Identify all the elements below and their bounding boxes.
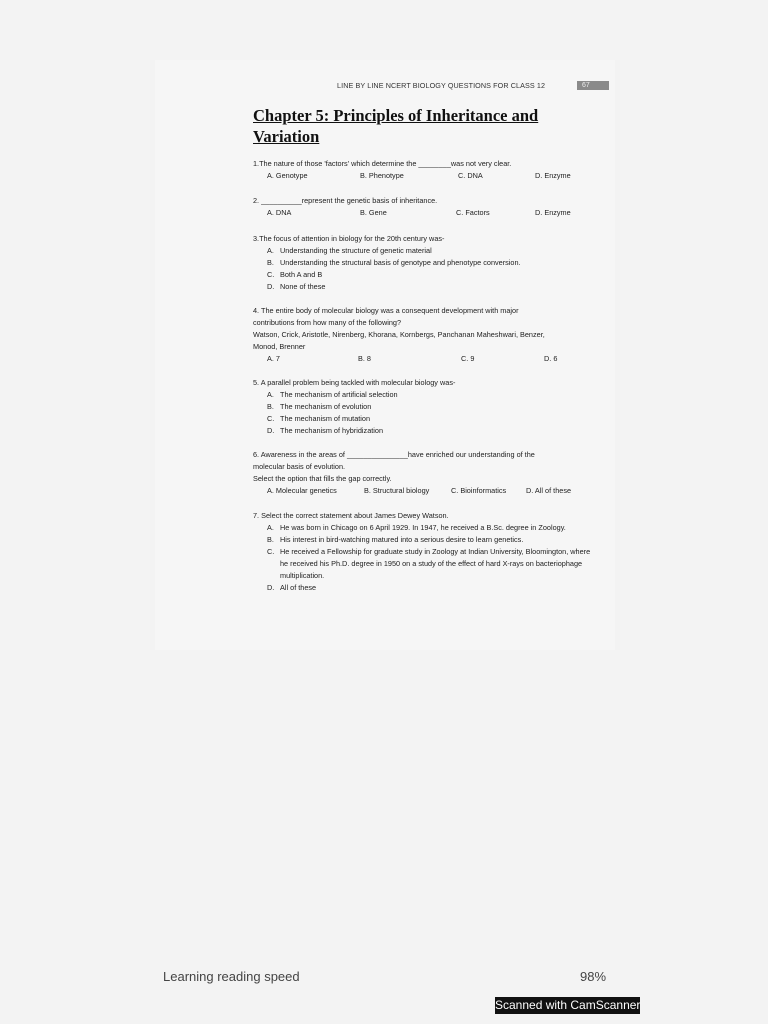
option-c[interactable]: C. 9 [461, 354, 475, 363]
option-b[interactable]: B. 8 [358, 354, 371, 363]
options-list [267, 245, 521, 293]
option-b[interactable]: B. Understanding the structural basis of genotype and phenotype conversion. [267, 258, 521, 267]
question-stem: 7. Select the correct statement about James Dewey Watson. [253, 511, 449, 520]
question-stem-line: Monod, Brenner [253, 342, 306, 351]
chapter-title: Chapter 5: Principles of Inheritance and Variation [253, 106, 539, 146]
question-stem: 5. A parallel problem being tackled with molecular biology was- [253, 378, 456, 387]
option-b[interactable]: B. Structural biology [364, 486, 430, 495]
option-d[interactable]: D. Enzyme [535, 208, 571, 217]
question-stem-line: 4. The entire body of molecular biology was a consequent development with major [253, 306, 519, 315]
question-stem: 1.The nature of those 'factors' which determine the ________was not very clear. [253, 159, 512, 168]
question-stem: 3.The focus of attention in biology for the 20th century was- [253, 234, 445, 243]
option-b[interactable]: B. Phenotype [360, 171, 404, 180]
option-c[interactable]: C. DNA [458, 171, 483, 180]
question-stem: 2. __________represent the genetic basis of inheritance. [253, 196, 438, 205]
options-row [253, 485, 583, 497]
options-list [267, 389, 455, 437]
option-d[interactable]: D. All of these [526, 486, 572, 495]
question-stem-line: Select the option that fills the gap correctly. [253, 474, 392, 483]
option-d[interactable]: D. Enzyme [535, 171, 571, 180]
question-stem-line: Watson, Crick, Aristotle, Nirenberg, Khorana, Kornbergs, Panchanan Maheshwari, Benzer, [253, 330, 545, 339]
option-c[interactable]: C. Factors [456, 208, 490, 217]
option-c[interactable]: C. The mechanism of mutation [267, 414, 371, 423]
options-row [253, 353, 583, 365]
options-row [253, 170, 583, 182]
options-list [267, 522, 592, 594]
question-4 [253, 305, 583, 365]
reading-speed-percent: 98% [580, 969, 607, 984]
question-1 [253, 158, 583, 182]
camscanner-watermark: Scanned with CamScanner [495, 998, 641, 1012]
option-a[interactable]: A. The mechanism of artificial selection [267, 390, 398, 399]
question-stem-line: molecular basis of evolution. [253, 462, 346, 471]
option-a[interactable]: A. He was born in Chicago on 6 April 1929. In 1947, he received a B.Sc. degree in Zoology. [267, 523, 566, 532]
question-stem-line: 6. Awareness in the areas of _______________have enriched our understanding of the [253, 450, 535, 459]
question-3 [253, 233, 521, 293]
options-row [253, 207, 583, 219]
option-c[interactable]: C. Bioinformatics [451, 486, 507, 495]
option-c[interactable]: C. He received a Fellowship for graduate study in Zoology at Indian University, Bloomington, where he received his Ph.D. degree in 1950 on a study of the effect of hard X-rays on bacteriophage multiplication. [267, 547, 591, 580]
option-d[interactable]: D. The mechanism of hybridization [267, 426, 384, 435]
option-a[interactable]: A. DNA [267, 208, 292, 217]
question-5 [253, 377, 455, 437]
question-7 [253, 510, 592, 594]
reading-speed-label: Learning reading speed [163, 969, 300, 984]
question-6 [253, 449, 583, 497]
option-d[interactable]: D. 6 [544, 354, 558, 363]
option-d[interactable]: D. None of these [267, 282, 326, 291]
page-number: 67 [577, 81, 609, 90]
option-a[interactable]: A. Molecular genetics [267, 486, 337, 495]
option-a[interactable]: A. Genotype [267, 171, 308, 180]
running-head: LINE BY LINE NCERT BIOLOGY QUESTIONS FOR CLASS 12 [337, 81, 546, 90]
option-a[interactable]: A. Understanding the structure of genetic material [267, 246, 432, 255]
option-b[interactable]: B. Gene [360, 208, 387, 217]
question-stem-line: contributions from how many of the following? [253, 318, 402, 327]
option-b[interactable]: B. The mechanism of evolution [267, 402, 372, 411]
option-d[interactable]: D. All of these [267, 583, 317, 592]
option-a[interactable]: A. 7 [267, 354, 280, 363]
option-c[interactable]: C. Both A and B [267, 270, 323, 279]
option-b[interactable]: B. His interest in bird-watching matured into a serious desire to learn genetics. [267, 535, 524, 544]
question-2 [253, 195, 583, 219]
